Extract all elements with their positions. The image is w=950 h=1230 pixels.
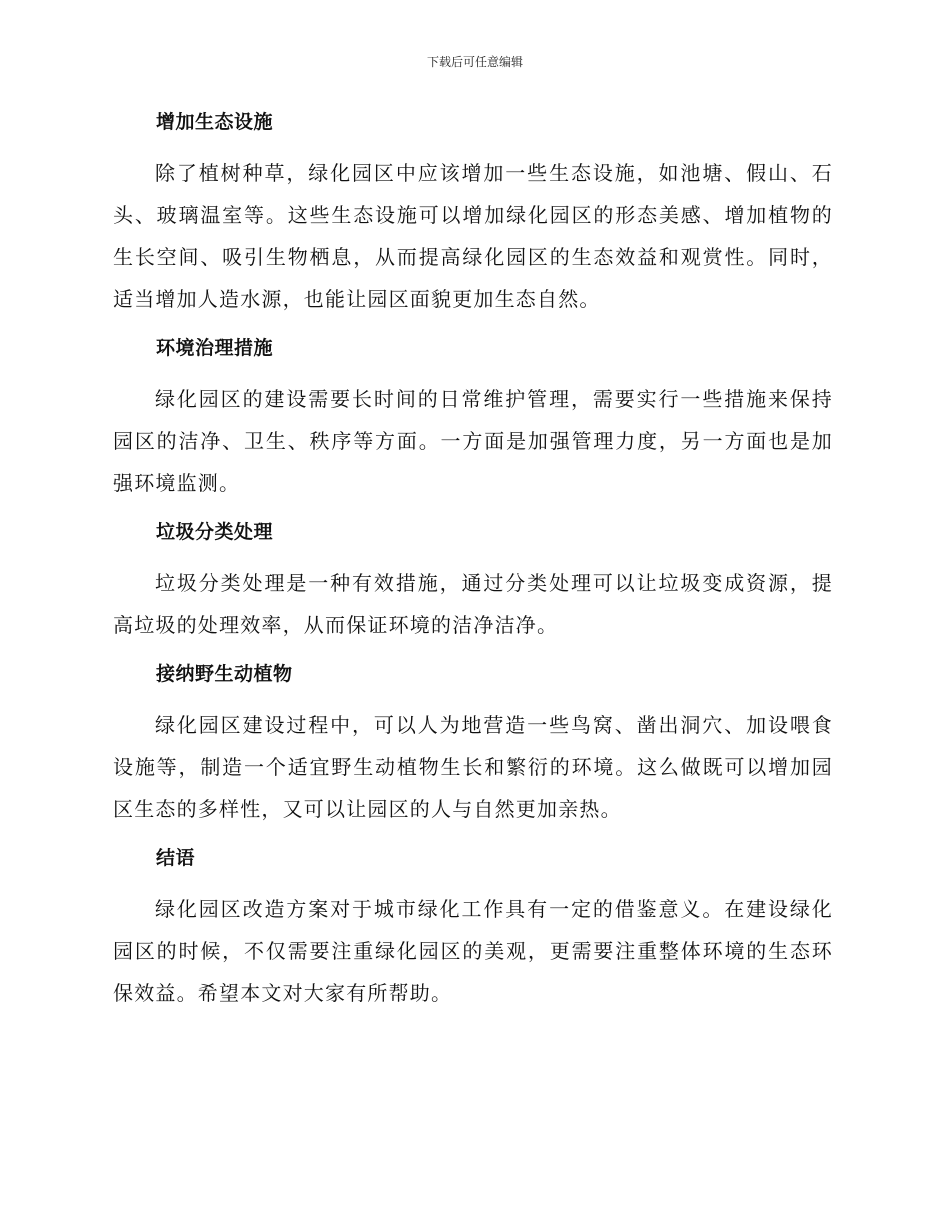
section-heading: 垃圾分类处理 bbox=[156, 521, 274, 543]
section-wildlife bbox=[113, 660, 833, 830]
section-paragraph: 绿化园区改造方案对于城市绿化工作具有一定的借鉴意义。在建设绿化园区的时候，不仅需要注重绿化园区的美观，更需要注重整体环境的生态环保效益。希望本文对大家有所帮助。 bbox=[113, 897, 833, 1005]
document-body bbox=[113, 108, 833, 1028]
page-header-note: 下载后可任意编辑 bbox=[426, 55, 523, 69]
section-paragraph: 垃圾分类处理是一种有效措施，通过分类处理可以让垃圾变成资源，提高垃圾的处理效率，从而保证环境的洁净洁净。 bbox=[113, 571, 833, 637]
section-environmental-governance bbox=[113, 334, 833, 504]
section-paragraph: 绿化园区建设过程中，可以人为地营造一些鸟窝、凿出洞穴、加设喂食设施等，制造一个适宜野生动植物生长和繁衍的环境。这么做既可以增加园区生态的多样性，又可以让园区的人与自然更加亲热。 bbox=[113, 713, 833, 821]
section-paragraph: 除了植树种草，绿化园区中应该增加一些生态设施，如池塘、假山、石头、玻璃温室等。这些生态设施可以增加绿化园区的形态美感、增加植物的生长空间、吸引生物栖息，从而提高绿化园区的生态效益和观赏性。同时，适当增加人造水源，也能让园区面貌更加生态自然。 bbox=[113, 161, 833, 311]
section-paragraph: 绿化园区的建设需要长时间的日常维护管理，需要实行一些措施来保持园区的洁净、卫生、秩序等方面。一方面是加强管理力度，另一方面也是加强环境监测。 bbox=[113, 387, 833, 495]
section-waste-sorting bbox=[113, 518, 833, 646]
section-conclusion bbox=[113, 844, 833, 1014]
section-ecological-facilities bbox=[113, 108, 833, 320]
section-heading: 接纳野生动植物 bbox=[156, 663, 293, 685]
section-heading: 增加生态设施 bbox=[156, 111, 274, 133]
section-heading: 结语 bbox=[156, 847, 196, 869]
section-heading: 环境治理措施 bbox=[156, 337, 274, 359]
